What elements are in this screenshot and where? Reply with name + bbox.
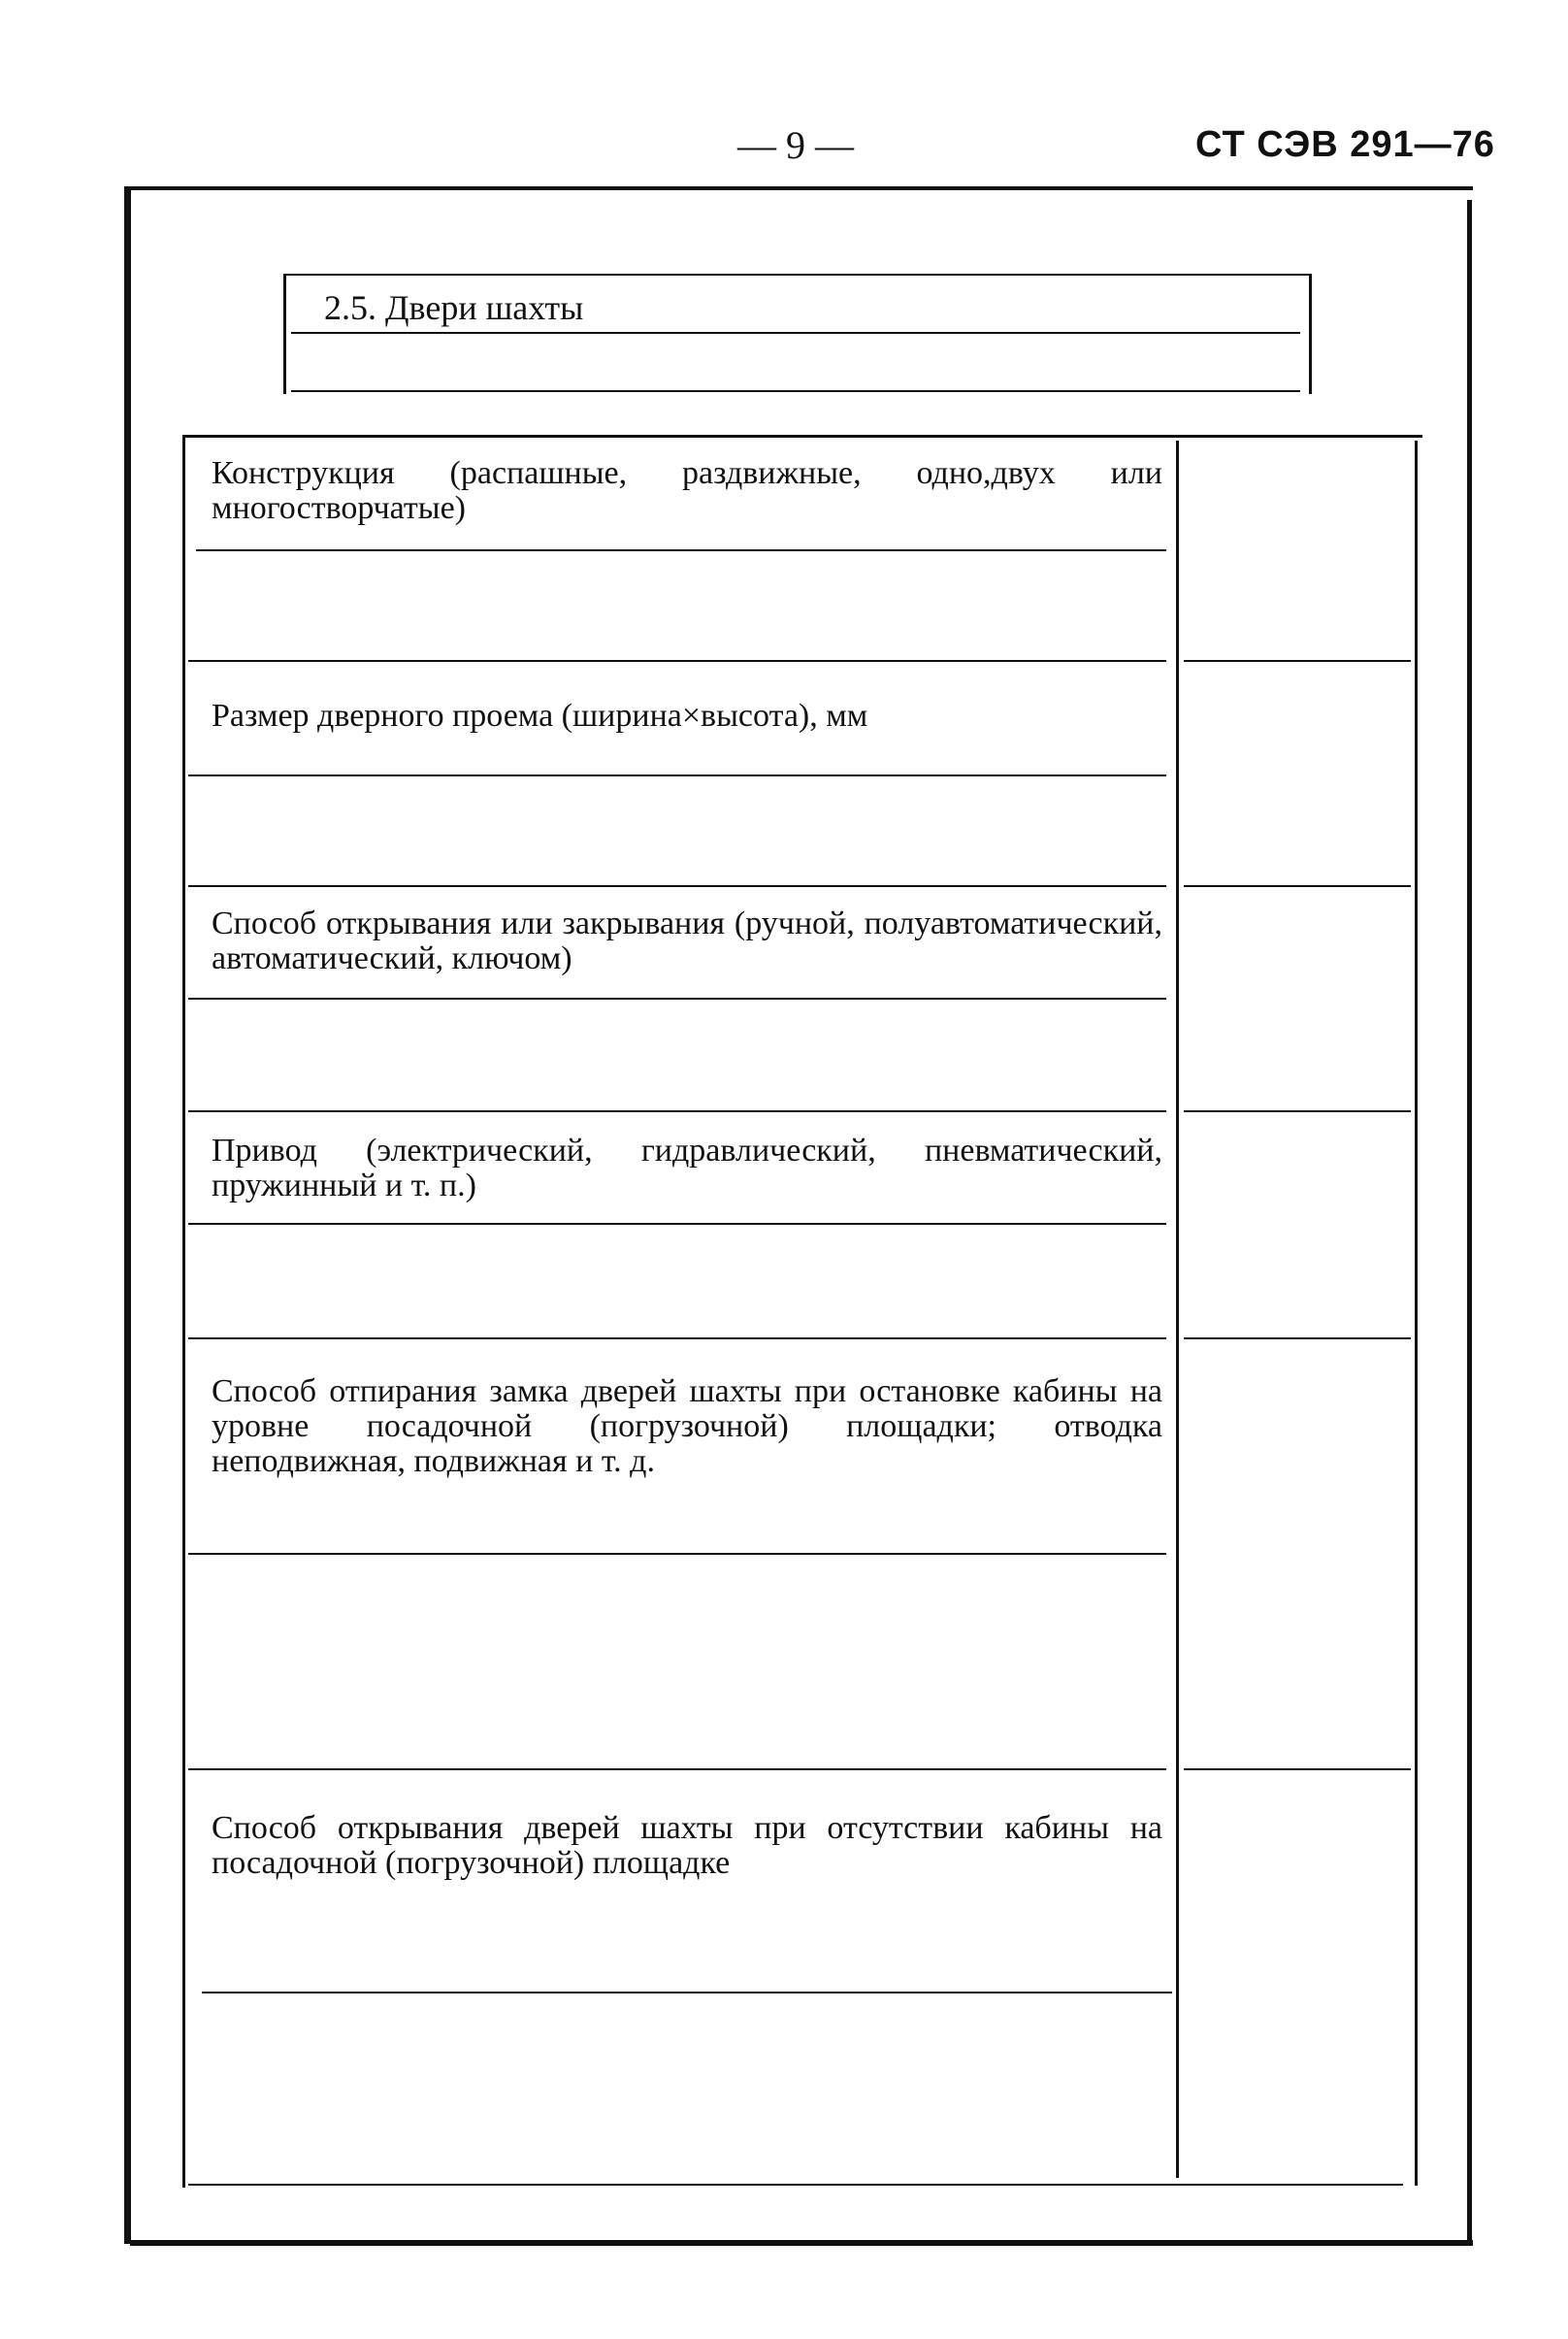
frame-right-line [1467,200,1472,2246]
row-2-value-separator [1184,885,1411,887]
section-box-bottom-border [291,390,1300,392]
section-box-top-border [283,274,1312,276]
row-2-separator [188,885,1166,887]
frame-left-line [124,186,131,2244]
row-5-value-separator [1184,1768,1411,1770]
row-3-value-separator [1184,1110,1411,1112]
table-top-border [182,435,1422,438]
row-4-answer-line [188,1223,1166,1225]
row-1-value-separator [1184,660,1411,662]
row-6-answer-line [202,1992,1172,1993]
row-6-label: Способ открывания дверей шахты при отсутствии кабины на посадочной (погрузочной) площадке [212,1810,1162,1881]
row-5-separator [188,1768,1166,1770]
specification-table [182,435,1422,2188]
row-1-label: Конструкция (распашные, раздвижные, одно,двух или многостворчатые) [212,455,1162,526]
row-3-separator [188,1110,1166,1112]
section-header-box [283,274,1312,394]
table-bottom-border [188,2184,1403,2186]
row-4-value-separator [1184,1337,1411,1339]
section-box-left-border [283,274,286,394]
section-box-divider [291,332,1300,334]
section-box-right-border [1309,274,1312,394]
page-number: — 9 — [737,123,854,167]
row-3-answer-line [188,998,1166,1000]
standard-code: СТ СЭВ 291—76 [1195,124,1495,165]
row-5-label: Способ отпирания замка дверей шахты при остановке кабины на уровне посадочной (погрузочной) площадки; отводка неподвижная, подвижная и т. д. [212,1373,1162,1479]
row-1-separator [188,660,1166,662]
row-2-answer-line [188,774,1166,776]
row-1-answer-line [196,549,1166,551]
row-5-answer-line [188,1553,1166,1555]
table-column-divider [1176,441,1179,2178]
row-2-label: Размер дверного проема (ширина×высота), мм [212,698,868,734]
table-right-border [1415,441,1418,2186]
frame-bottom-line [130,2240,1473,2246]
section-title: 2.5. Двери шахты [324,288,584,327]
row-3-label: Способ открывания или закрывания (ручной, полуавтоматический, автоматический, ключом) [212,906,1162,976]
row-4-separator [188,1337,1166,1339]
frame-top-line [124,186,1473,190]
table-left-border [182,435,185,2188]
row-4-label: Привод (электрический, гидравлический, пневматический, пружинный и т. п.) [212,1133,1162,1203]
